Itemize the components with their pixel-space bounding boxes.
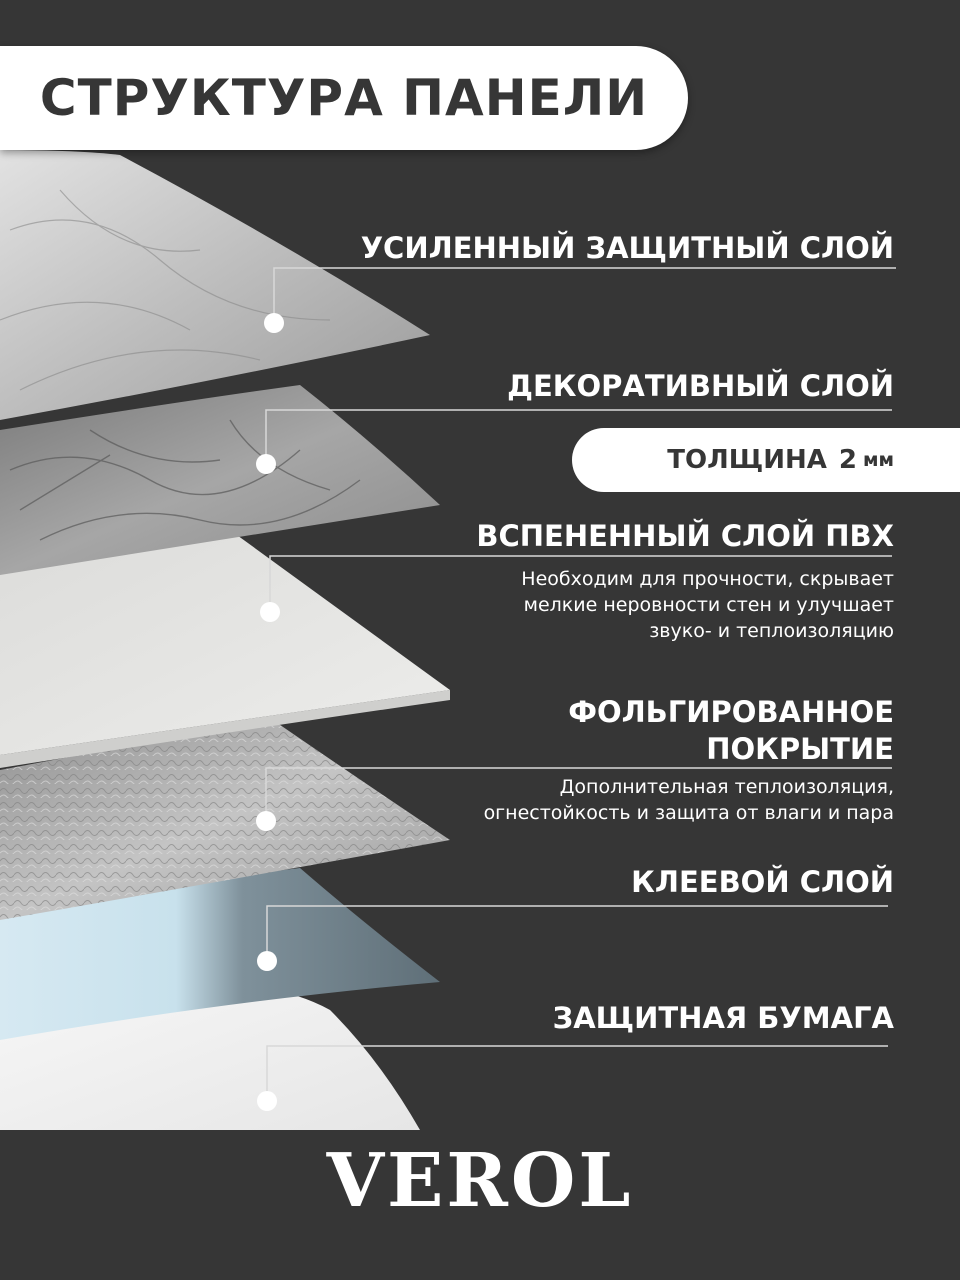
foil-description bbox=[484, 774, 894, 826]
layer-protective-shape bbox=[0, 150, 430, 420]
foil-description-line: Дополнительная теплоизоляция, bbox=[559, 776, 894, 798]
foil-label-line: ПОКРЫТИЕ bbox=[706, 732, 894, 766]
page-title: СТРУКТУРА ПАНЕЛИ bbox=[39, 69, 649, 127]
thickness-value: 2 bbox=[838, 445, 857, 475]
label-paper-layer: ЗАЩИТНАЯ БУМАГА bbox=[552, 1001, 894, 1035]
label-adhesive-layer: КЛЕЕВОЙ СЛОЙ bbox=[631, 865, 894, 899]
pvc-description-line: Необходим для прочности, скрывает bbox=[521, 568, 894, 590]
foil-label-line: ФОЛЬГИРОВАННОЕ bbox=[568, 695, 894, 729]
layer-marker-adhesive bbox=[257, 951, 277, 971]
brand-logo: VEROL bbox=[326, 1138, 634, 1224]
label-protective-layer: УСИЛЕННЫЙ ЗАЩИТНЫЙ СЛОЙ bbox=[360, 231, 894, 265]
pvc-description-line: мелкие неровности стен и улучшает bbox=[523, 594, 894, 616]
layer-marker-foil bbox=[256, 811, 276, 831]
layer-marker-paper bbox=[257, 1091, 277, 1111]
layer-marker-pvc bbox=[260, 602, 280, 622]
pvc-description bbox=[521, 566, 894, 644]
foil-description-line: огнестойкость и защита от влаги и пара bbox=[483, 802, 894, 824]
thickness-badge bbox=[572, 428, 960, 492]
thickness-label: ТОЛЩИНА bbox=[667, 445, 827, 475]
label-pvc-layer: ВСПЕНЕННЫЙ СЛОЙ ПВХ bbox=[476, 519, 894, 553]
pvc-description-line: звуко- и теплоизоляцию bbox=[649, 620, 894, 642]
layer-marker-decorative bbox=[256, 454, 276, 474]
thickness-unit: мм bbox=[862, 449, 894, 471]
label-decorative-layer: ДЕКОРАТИВНЫЙ СЛОЙ bbox=[507, 369, 894, 403]
title-banner bbox=[0, 46, 688, 150]
layer-marker-protective bbox=[264, 313, 284, 333]
label-foil-layer bbox=[568, 694, 894, 768]
